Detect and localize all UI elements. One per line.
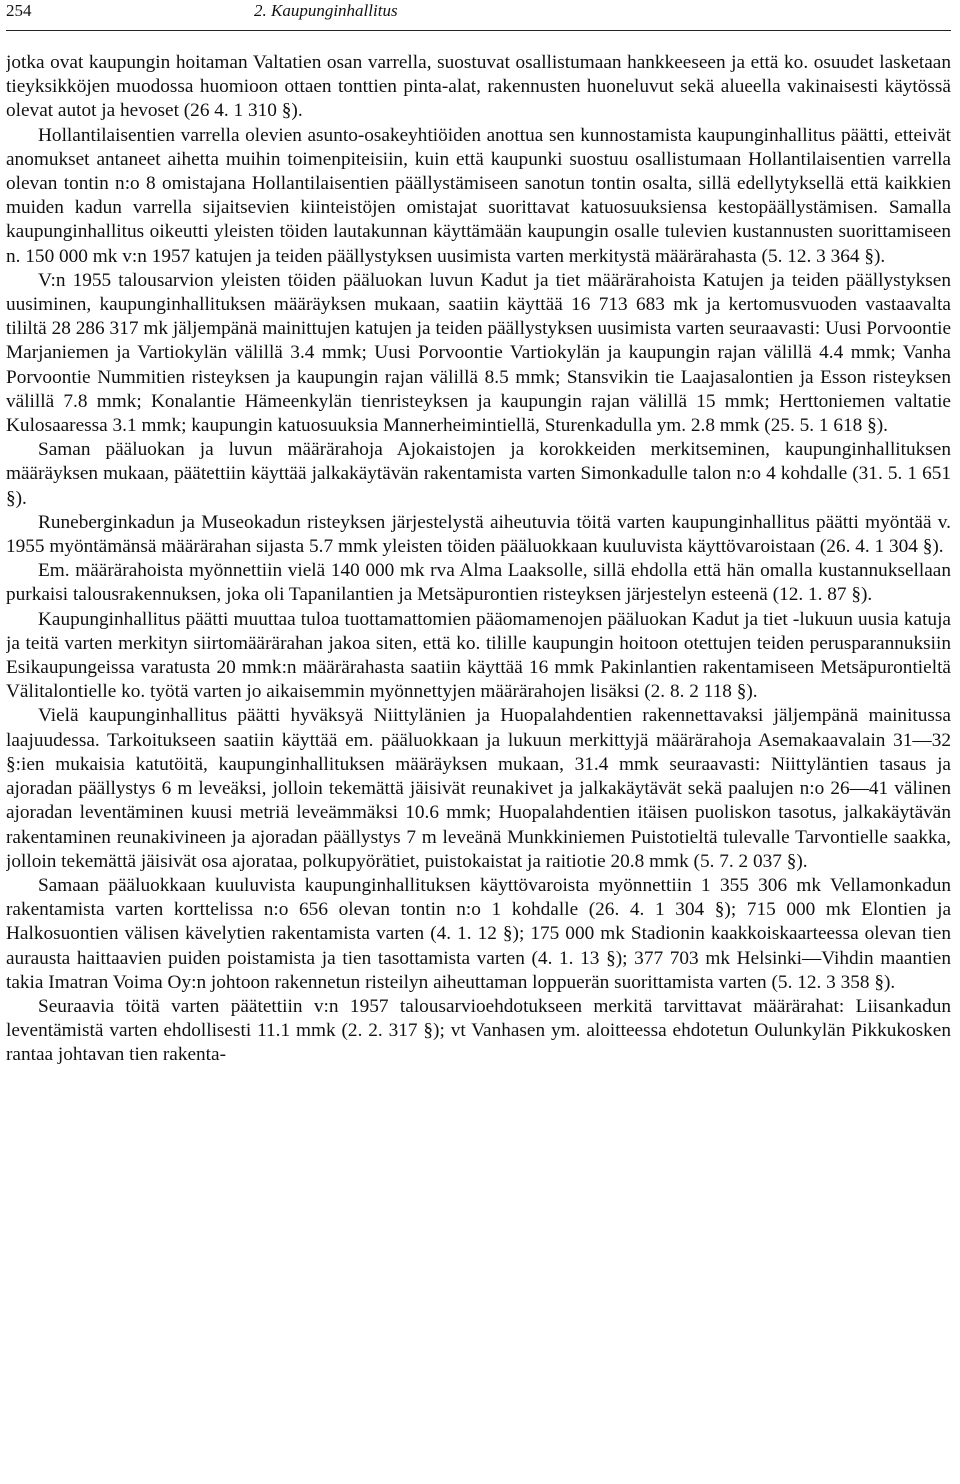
paragraph: Kaupunginhallitus päätti muuttaa tuloa tuottamattomien pääomamenojen pääluokan Kadut ja tiet -lukuun uusia katuja ja teitä varten merkityn siirtomäärärahan jakoa siten, että ko. tilille kaupungin hoitoon otettujen teiden perusparannuksiin Esikaupungeissa varatusta 20 mmk:n määrärahasta saatiin käyttää 16 mmk Pakinlantien rakentamiseen Metsäpurontieltä Välitalontielle ko. työtä varten jo aikaisemmin myönnettyjen määrärahojen lisäksi (2. 8. 2 118 §). <box>6 608 951 703</box>
paragraph: Samaan pääluokkaan kuuluvista kaupunginhallituksen käyttövaroista myönnettiin 1 355 306 mk Vellamonkadun rakentamista varten korttelissa n:o 656 olevan tontin n:o 1 kohdalle (26. 4. 1 304 §); 715 000 mk Elontien ja Halkosuontien välisen kävelytien rakentamista varten (4. 1. 12 §); 175 000 mk Stadionin kaakkoiskaarteessa olevan tien aurausta haittaavien puiden poistamista ja tien tasottamista varten (4. 1. 13 §); 377 703 mk Helsinki—Vihdin maantien takia Imatran Voima Oy:n johtoon rakennetun risteilyn aiheuttaman loppuerän suorittamista varten (5. 12. 3 358 §). <box>6 874 951 993</box>
paragraph: Seuraavia töitä varten päätettiin v:n 1957 talousarvioehdotukseen merkitä tarvittavat määrärahat: Liisankadun leventämistä varten ehdollisesti 11.1 mmk (2. 2. 317 §); vt Vanhasen ym. aloitteessa ehdotetun Oulunkylän Pikkukosken rantaa johtavan tien rakenta- <box>6 995 951 1066</box>
page-number: 254 <box>6 1 32 20</box>
paragraph: V:n 1955 talousarvion yleisten töiden pääluokan luvun Kadut ja tiet määrärahoista Katujen ja teiden päällystyksen uusiminen, kaupunginhallituksen määräyksen mukaan, saatiin käyttää 16 713 683 mk ja kertomusvuoden vastaavalta tililtä 28 286 317 mk jäljempänä mainittujen katujen ja teiden päällystyksen uusimista varten seuraavasti: Uusi Porvoontie Marjaniemen ja Vartiokylän välillä 3.4 mmk; Uusi Porvoontie Vartiokylän ja kaupungin rajan välillä 4.4 mmk; Vanha Porvoontie Nummitien risteyksen ja kaupungin rajan välillä 8.5 mmk; Stansvikin tie Laajasalontien ja Esson risteyksen välillä 7.8 mmk; Konalantie Hämeenkylän tienristeyksen ja kaupungin rajan välillä 15 mmk; Herttoniemen valtatie Kulosaaressa 3.1 mmk; kaupungin katuosuuksia Mannerheimintiellä, Sturenkadulla ym. 2.8 mmk (25. 5. 1 618 §). <box>6 269 951 437</box>
page-header <box>6 0 951 30</box>
header-rule <box>6 30 951 31</box>
paragraph: Runeberginkadun ja Museokadun risteyksen järjestelystä aiheutuvia töitä varten kaupunginhallitus päätti myöntää v. 1955 myöntämänsä määrärahan sijasta 5.7 mmk yleisten töiden pääluokkaan kuuluvista käyttövaroistaan (26. 4. 1 304 §). <box>6 511 951 558</box>
running-title: 2. Kaupunginhallitus <box>254 1 398 20</box>
paragraph: Hollantilaisentien varrella olevien asunto-osakeyhtiöiden anottua sen kunnostamista kaupunginhallitus päätti, etteivät anomukset antaneet aihetta muihin toimenpiteisiin, kuin että kaupunki suostuu osallistumaan Hollantilaisentien varrella olevan tontin n:o 8 omistajana Hollantilaisentien päällystämiseen sanotun tontin osalta, sillä edellytyksellä että kaikkien muiden kadun varrella sijaitsevien kiinteistöjen omistajat suorittavat katuosuuksiensa kestopäällystämisen. Samalla kaupunginhallitus oikeutti yleisten töiden lautakunnan käyttämään kaupungin osalle tulevien kustannusten suorittamiseen n. 150 000 mk v:n 1957 katujen ja teiden päällystyksen uusimista varten merkitystä määrärahasta (5. 12. 3 364 §). <box>6 124 951 267</box>
document-page <box>6 0 951 1484</box>
body-text <box>6 51 951 1068</box>
paragraph: Em. määrärahoista myönnettiin vielä 140 000 mk rva Alma Laaksolle, sillä ehdolla että hän omalla kustannuksellaan purkaisi talousrakennuksen, joka oli Tapanilantien ja Metsäpurontien risteyksen järjestelyn esteenä (12. 1. 87 §). <box>6 560 951 606</box>
paragraph: Vielä kaupunginhallitus päätti hyväksyä Niittylänien ja Huopalahdentien rakennettavaksi jäljempänä mainitussa laajuudessa. Tarkoitukseen saatiin käyttää em. pääluokkaan ja lukuun merkittyjä määrärahoja Asemakaavalain 31—32 §:ien mukaisia katutöitä, kaupunginhallituksen määräyksen mukaan, 31.4 mmk seuraavasti: Niittyläntien tasaus ja ajoradan päällystys 6 m leveäksi, jolloin tekemättä jäisivät reunakivet ja jalkakäytävät sekä paalujen n:o 26—41 välinen ajoradan leventäminen kuusi metriä leveämmäksi 10.6 mmk; Huopalahdentien itäisen puoliskon tasotus, jalkakäytävän rakentaminen reunakivineen ja ajoradan päällystys 7 m leveänä Munkkiniemen Puistotieltä tulevalle Tarvontielle saakka, jolloin tekemättä jäisivät osa ajorataa, polkupyörätiet, puistokaistat ja raitiotie 20.8 mmk (5. 7. 2 037 §). <box>6 705 951 872</box>
paragraph: Saman pääluokan ja luvun määrärahoja Ajokaistojen ja korokkeiden merkitseminen, kaupunginhallituksen määräyksen mukaan, päätettiin käyttää jalkakäytävän rakentamista varten Simonkadulle talon n:o 4 kohdalle (31. 5. 1 651 §). <box>6 439 951 509</box>
paragraph: jotka ovat kaupungin hoitaman Valtatien osan varrella, suostuvat osallistumaan hankkeeseen ja että ko. osuudet lasketaan tieyksikköjen muodossa huomioon ottaen tonttien pinta-alat, rakennusten huoneluvut sekä alueella vakinaisesti käytössä olevat autot ja hevoset (26 4. 1 310 §). <box>6 52 951 122</box>
